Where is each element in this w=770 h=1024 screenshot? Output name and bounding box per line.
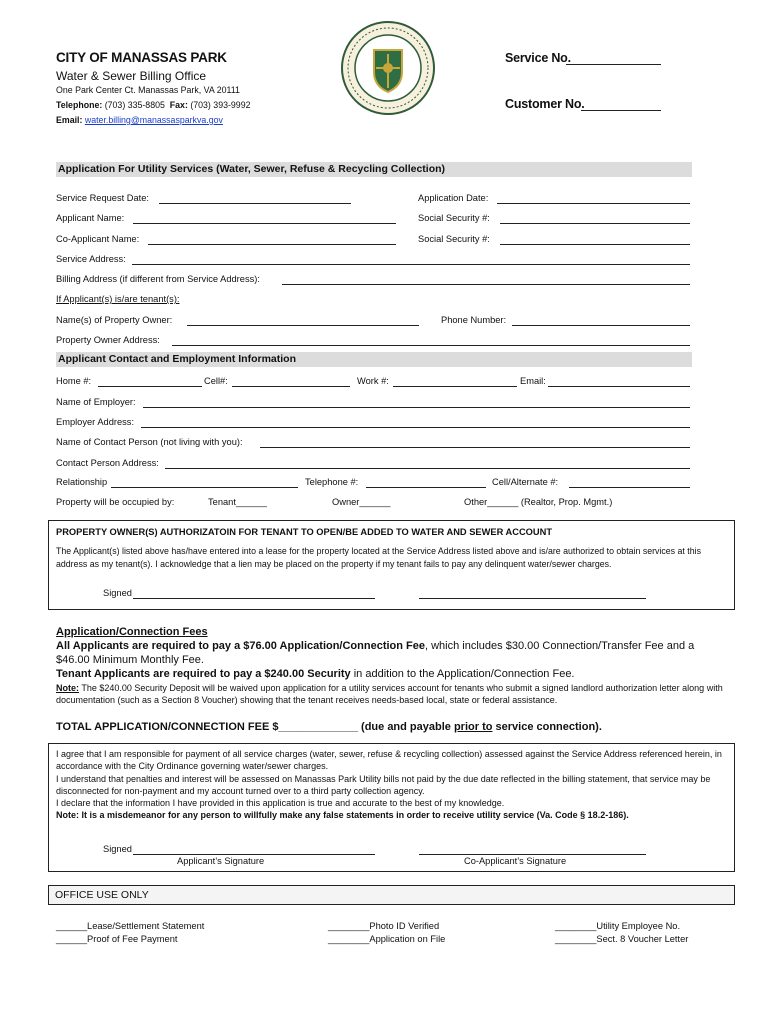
agreement-paragraph-3: I declare that the information I have provided in this application is true and accurate to the best of my knowledge. — [56, 798, 505, 809]
contact-address-field[interactable] — [165, 468, 690, 469]
office-voucher-letter[interactable]: ________Sect. 8 Voucher Letter — [555, 934, 689, 944]
employer-name-field[interactable] — [143, 407, 690, 408]
fees-note-text: The $240.00 Security Deposit will be waived upon application for a utility services account for tenants who submit a signed landlord authorization letter along with documentation (such as a Section 8 Voucher) showing that the tenant receives needs-based local, state or federal assistance. — [56, 683, 723, 706]
agreement-paragraph-2: I understand that penalties and interest will be assessed on Manassas Park Utility bills not paid by the due date reflected in the billing statement, that service may be disconnected for non-payment and my account turned over to a third party collection agency. — [56, 773, 711, 796]
application-date-label: Application Date: — [418, 193, 489, 203]
co-applicant-signature-caption: Co-Applicant’s Signature — [464, 856, 567, 866]
work-phone-field[interactable] — [393, 386, 517, 387]
service-request-date-label: Service Request Date: — [56, 193, 150, 203]
relationship-field[interactable] — [111, 487, 298, 488]
occupied-owner-option[interactable]: Owner______ — [332, 497, 391, 507]
application-date-field[interactable] — [497, 203, 690, 204]
email-link[interactable]: water.billing@manassasparkva.gov — [84, 115, 223, 125]
fees-heading: Application/Connection Fees — [56, 626, 208, 638]
telephone-field-2[interactable] — [366, 487, 486, 488]
authorization-date-field[interactable] — [419, 598, 646, 599]
section-utility-services-title: Application For Utility Services (Water, Sewer, Refuse & Recycling Collection) — [58, 163, 446, 175]
occupied-tenant-option[interactable]: Tenant______ — [208, 497, 267, 507]
agreement-paragraph-1: I agree that I am responsible for payment of all service charges (water, sewer, refuse & recycling collection) assessed against the Service Address referenced herein, in accordance with the City Ordinance governing water/sewer charges. — [56, 749, 722, 772]
office-name: Water & Sewer Billing Office — [56, 69, 207, 83]
cell-phone-label: Cell#: — [204, 376, 228, 386]
fees-tenant-applicants — [56, 667, 728, 681]
email-field-label: Email: — [520, 376, 546, 386]
home-phone-field[interactable] — [98, 386, 202, 387]
email-field[interactable] — [548, 386, 690, 387]
co-applicant-signature-field[interactable] — [419, 854, 646, 855]
section-contact-employment-title: Applicant Contact and Employment Information — [58, 353, 297, 365]
cell-alternate-field[interactable] — [569, 487, 690, 488]
fees-note-label: Note: — [56, 683, 79, 693]
applicant-signature-field[interactable] — [133, 854, 375, 855]
agreement-note: Note: It is a misdemeanor for any person to willfully make any false statements in order to receive utility service (Va. Code § 18.2-186). — [56, 810, 629, 821]
employer-name-label: Name of Employer: — [56, 397, 136, 407]
total-fee-prior-to: prior to — [453, 721, 493, 733]
office-proof-of-payment[interactable]: ______Proof of Fee Payment — [56, 934, 178, 944]
authorization-signature-field[interactable] — [133, 598, 375, 599]
service-request-date-field[interactable] — [159, 203, 351, 204]
fees-all-applicants — [56, 639, 728, 667]
office-use-title: OFFICE USE ONLY — [55, 889, 149, 901]
social-security-field-1[interactable] — [500, 223, 690, 224]
section-contact-employment-bar — [56, 352, 692, 367]
employer-address-label: Employer Address: — [56, 417, 135, 427]
employer-address-field[interactable] — [141, 427, 690, 428]
city-name: CITY OF MANASSAS PARK — [56, 50, 227, 65]
contact-address-label: Contact Person Address: — [56, 458, 159, 468]
service-no-field[interactable] — [566, 64, 661, 65]
social-security-field-2[interactable] — [500, 244, 690, 245]
fax-label: Fax: — [169, 100, 188, 110]
relationship-label: Relationship — [56, 477, 108, 487]
total-fee-line — [56, 720, 602, 734]
office-address: One Park Center Ct. Manassas Park, VA 20111 — [56, 85, 240, 95]
telephone-label-2: Telephone #: — [305, 477, 359, 487]
property-owner-address-field[interactable] — [172, 345, 690, 346]
fax-value: (703) 393-9992 — [190, 100, 251, 110]
social-security-label-1: Social Security #: — [418, 213, 490, 223]
service-no-label: Service No. — [505, 51, 571, 65]
agreement-box — [48, 743, 735, 872]
if-tenant-label: If Applicant(s) is/are tenant(s): — [56, 294, 180, 304]
telephone-value: (703) 335-8805 — [104, 100, 165, 110]
agreement-signed-label: Signed — [103, 844, 132, 854]
fees-tenant-bold: Tenant Applicants are required to pay a $240.00 Security — [56, 668, 351, 680]
agreement-text — [56, 748, 728, 822]
co-applicant-name-field[interactable] — [148, 244, 396, 245]
section-utility-services-bar — [56, 162, 692, 177]
office-lease-statement[interactable]: ______Lease/Settlement Statement — [56, 921, 205, 931]
occupied-other-option[interactable]: Other______ (Realtor, Prop. Mgmt.) — [464, 497, 613, 507]
phone-number-label: Phone Number: — [441, 315, 507, 325]
fees-all-rest: , which includes $30.00 Connection/Transfer Fee and a $46.00 Minimum Monthly Fee. — [56, 640, 695, 666]
work-phone-label: Work #: — [357, 376, 389, 386]
cell-phone-field[interactable] — [232, 386, 350, 387]
fees-all-bold: All Applicants are required to pay a $76.00 Application/Connection Fee — [56, 640, 425, 652]
office-photo-id[interactable]: ________Photo ID Verified — [328, 921, 440, 931]
home-phone-label: Home #: — [56, 376, 92, 386]
office-employee-no[interactable]: ________Utility Employee No. — [555, 921, 681, 931]
property-owner-names-field[interactable] — [187, 325, 419, 326]
phone-line — [56, 100, 251, 110]
authorization-text: The Applicant(s) listed above has/have entered into a lease for the property located at the Service Address listed above and is/are authorized to obtain services at this address as my tenant(s). I acknowledge that a lien may be placed on the property if my tenant fails to pay any delinquent water/sewer charges. — [56, 546, 701, 569]
contact-person-label: Name of Contact Person (not living with you): — [56, 437, 243, 447]
billing-address-field[interactable] — [282, 284, 690, 285]
phone-number-field[interactable] — [512, 325, 690, 326]
customer-no-label: Customer No. — [505, 97, 585, 111]
applicant-name-field[interactable] — [133, 223, 396, 224]
office-use-bar — [48, 885, 735, 905]
total-fee-suffix: service connection). — [492, 721, 602, 733]
service-address-field[interactable] — [132, 264, 690, 265]
authorization-box — [48, 520, 735, 610]
occupied-by-label: Property will be occupied by: — [56, 497, 175, 507]
billing-address-label: Billing Address (if different from Service Address): — [56, 274, 260, 284]
cell-alternate-label: Cell/Alternate #: — [492, 477, 559, 487]
office-application-on-file[interactable]: ________Application on File — [328, 934, 446, 944]
property-owner-address-label: Property Owner Address: — [56, 335, 160, 345]
telephone-label: Telephone: — [56, 100, 103, 110]
applicant-name-label: Applicant Name: — [56, 213, 125, 223]
social-security-label-2: Social Security #: — [418, 234, 490, 244]
applicant-signature-caption: Applicant’s Signature — [177, 856, 265, 866]
fees-note — [56, 682, 728, 707]
authorization-signed-label: Signed — [103, 588, 132, 598]
contact-person-field[interactable] — [260, 447, 690, 448]
total-fee-prefix: TOTAL APPLICATION/CONNECTION FEE $_____________ (due and payable — [56, 721, 454, 733]
email-line — [56, 115, 223, 125]
service-address-label: Service Address: — [56, 254, 126, 264]
fees-tenant-rest: in addition to the Application/Connection Fee. — [350, 668, 575, 680]
city-seal-logo — [340, 20, 436, 116]
property-owner-names-label: Name(s) of Property Owner: — [56, 315, 173, 325]
co-applicant-name-label: Co-Applicant Name: — [56, 234, 140, 244]
authorization-title: PROPERTY OWNER(S) AUTHORIZATOIN FOR TENANT TO OPEN/BE ADDED TO WATER AND SEWER ACCOUNT — [56, 527, 553, 537]
customer-no-field[interactable] — [581, 110, 661, 111]
email-label: Email: — [56, 115, 83, 125]
